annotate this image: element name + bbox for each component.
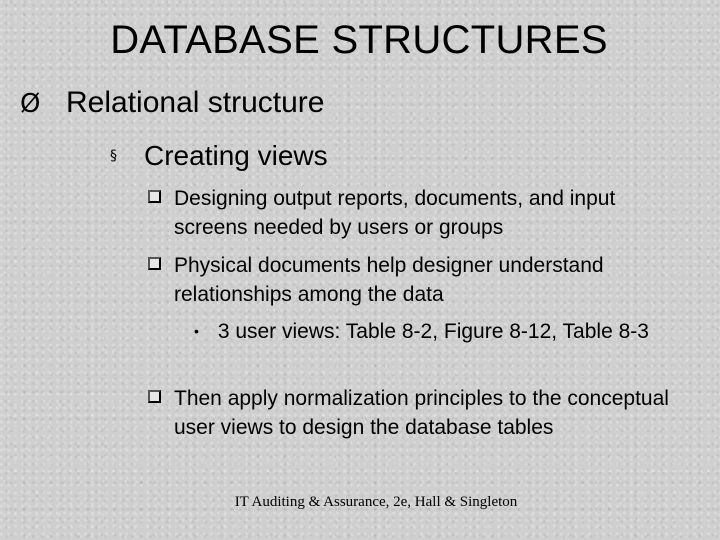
bullet-level3-item xyxy=(148,184,688,242)
bullet-level3-text: Then apply normalization principles to the conceptual user views to design the database tables xyxy=(174,387,669,439)
bullet-level4-text: 3 user views: Table 8-2, Figure 8-12, Table 8-3 xyxy=(217,320,649,343)
bullet-level1-text: Relational structure xyxy=(66,86,325,119)
bullet-level3-text: Physical documents help designer understand relationships among the data xyxy=(174,254,604,306)
bullet-level1 xyxy=(20,86,324,120)
checkbox-bullet-icon xyxy=(148,257,161,270)
slide-footer: IT Auditing & Assurance, 2e, Hall & Singleton xyxy=(234,494,518,510)
dot-bullet-icon: • xyxy=(194,323,199,339)
checkbox-bullet-icon xyxy=(148,190,161,203)
arrow-bullet-icon: Ø xyxy=(20,89,41,119)
bullet-level2-text: Creating views xyxy=(144,140,328,171)
bullet-level3-item xyxy=(148,384,688,442)
bullet-level3-item xyxy=(148,251,688,309)
square-bullet-icon: § xyxy=(110,148,117,164)
checkbox-bullet-icon xyxy=(148,390,161,403)
bullet-level3-text: Designing output reports, documents, and input screens needed by users or groups xyxy=(174,187,616,239)
bullet-level4 xyxy=(184,317,684,346)
slide-title: DATABASE STRUCTURES xyxy=(110,18,608,62)
bullet-level2 xyxy=(110,140,328,172)
